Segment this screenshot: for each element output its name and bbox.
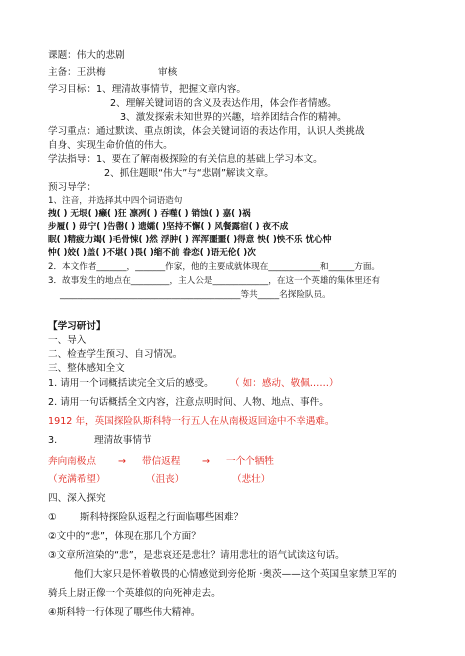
goal-3: 3、激发探索未知世界的兴趣，培养团结合作的精神。: [120, 112, 347, 123]
quote-line-1: 他们大家只是怀着敬畏的心情感觉到旁伦斯 ·奥茨——这个英国皇家禁卫军的: [74, 569, 397, 580]
review-label: 审核: [158, 67, 178, 78]
question-feeling: 1. 请用一个词概括读完全文后的感受。: [48, 378, 214, 389]
question-summary: 2. 请用一句话概括全文内容，注意点明时间、人物、地点、事件。: [48, 397, 329, 408]
pinyin-row-2: 步履( ) 毋宁( )告罄( ) 遗孀( )坚持不懈( ) 风餐露宿( ) 夜不成: [48, 222, 289, 232]
question-setting: 3．故事发生的地点在_________，主人公是_____________，在这一个英雄的集体里还有: [48, 276, 381, 286]
step-3: 三、整体感知全文: [48, 363, 125, 374]
quote-line-2: 骑兵上尉正像一个英雄似的向死神走去。: [48, 588, 221, 599]
plot-mood-2: （沮丧）: [146, 474, 185, 485]
goal-1: 1、理清故事情节，把握文章内容。: [96, 84, 247, 95]
pinyin-row-4: 忡( )姣( )盖( )不堪( )畏( )缩不前 眷恋( )语无伦( )次: [48, 248, 256, 258]
methods-line-1: 学法指导：1、要在了解南极探险的有关信息的基础上学习本文。: [48, 154, 323, 165]
plot-arrow-2: →: [202, 456, 211, 467]
question-author: 2．本文作者_______，_______作家，他的主要成就体现在____________和______方面。: [48, 262, 381, 272]
question-plot: 理清故事情节: [94, 435, 152, 446]
study-title: 【学习研讨】: [48, 321, 106, 332]
focus-line-2: 自身、实现生命价值的伟大。: [48, 140, 173, 151]
question-members: __________________________________________等共_____名探险队员。: [60, 290, 331, 300]
step-2: 二、检查学生预习、自习情况。: [48, 349, 183, 360]
explore-1: 斯科特探险队返程之行面临哪些困难？: [80, 512, 244, 523]
preview-title: 预习导学：: [48, 182, 96, 193]
explore-2: ②文中的“悲”，体现在那几个方面？: [48, 531, 201, 542]
goals-label: 学习目标：: [48, 84, 96, 95]
answer-feeling: （ 如：感动、敬佩……）: [230, 378, 339, 389]
lesson-title: 课题：伟大的悲剧: [48, 50, 125, 61]
step-1: 一、导入: [48, 335, 87, 346]
plot-arrow-1: →: [118, 456, 127, 467]
plot-stage-2: 带信返程: [142, 456, 181, 467]
plot-mood-3: （悲壮）: [232, 474, 271, 485]
pinyin-title: 1、注音，并选择其中四个词语造句: [48, 196, 183, 206]
explore-4: ④斯科特一行体现了哪些伟大精神。: [48, 607, 201, 618]
explore-1-number: ①: [48, 512, 57, 523]
methods-line-2: 2、抓住题眼“伟大”与“悲剧”解读文章。: [104, 168, 274, 179]
editor-label: 主备：王洪梅: [48, 67, 106, 78]
plot-stage-1: 奔向南极点: [48, 456, 96, 467]
pinyin-row-3: 眠( )精疲力竭( )毛骨悚( )然 浮肿( ) 浑浑噩噩( )得意 怏( )怏不乐 忧心忡: [48, 235, 332, 245]
answer-summary: 1912 年，英国探险队斯科特一行五人在从南极返回途中不幸遇难。: [48, 416, 335, 427]
focus-line-1: 学习重点：通过默读、重点朗读，体会关键词语的表达作用，认识人类挑战: [48, 126, 365, 137]
explore-3: ③文章所渲染的“悲”，是悲哀还是悲壮？请用悲壮的语气试读这句话。: [48, 550, 345, 561]
plot-stage-3: 一个个牺牲: [226, 456, 274, 467]
plot-mood-1: （充满希望）: [48, 474, 106, 485]
goal-2: 2、理解关键词语的含义及表达作用，体会作者情感。: [110, 98, 337, 109]
pinyin-row-1: 拽( ) 无垠( )癞( )狂 凛冽( ) 吞噬( ) 销蚀( ) 嘉( )祸: [48, 209, 251, 219]
question-plot-number: 3.: [48, 435, 58, 446]
step-4: 四、深入探究: [48, 493, 106, 504]
